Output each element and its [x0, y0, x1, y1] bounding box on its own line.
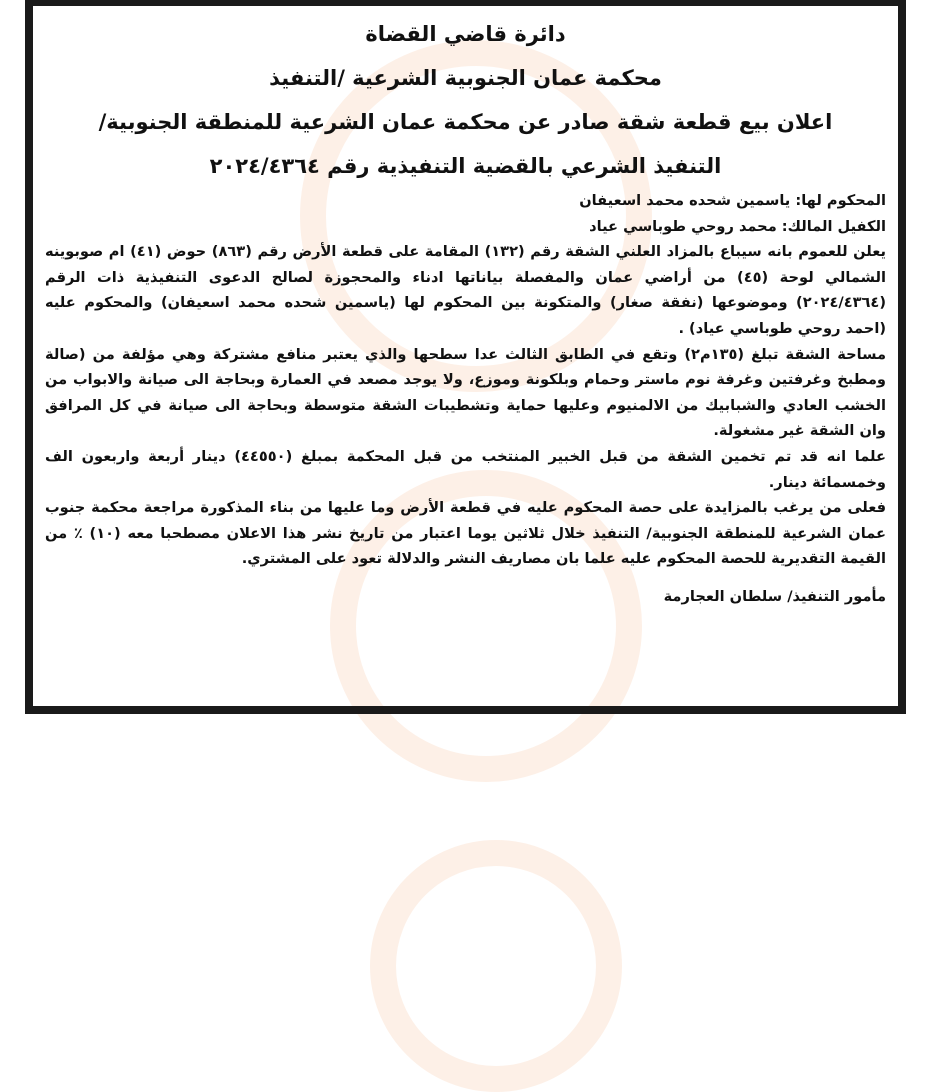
- paragraph-description: مساحة الشقة تبلغ (١٣٥م٢) وتقع في الطابق الثالث عدا سطحها والذي يعتبر منافع مشتركة وهي مؤلفة من (صالة ومطبخ وغرفتين وغرفة نوم ماستر وحمام وبلكونة وموزع، ولا يوجد مصعد في العمارة وبحاجة الى صيانة والابواب من الخشب العادي والشبابيك من الالمنيوم وعليها حماية وتشطيبات الشقة متوسطة وبحاجة الى صيانة في كل المرافق وان الشقة غير مشغولة.: [45, 345, 886, 440]
- court-title: محكمة عمان الجنوبية الشرعية /التنفيذ: [269, 66, 662, 90]
- judged-for: المحكوم لها: ياسمين شحده محمد اسعيفان: [579, 192, 886, 209]
- department-title: دائرة قاضي القضاة: [365, 22, 566, 46]
- paragraph-bidding: فعلى من يرغب بالمزايدة على حصة المحكوم عليه في قطعة الأرض وما عليها من بناء المذكورة مراجعة محكمة جنوب عمان الشرعية للمنطقة الجنوبية/ التنفيذ خلال ثلاثين يوما اعتبار من تاريخ نشر هذا الاعلان مصطحبا معه (١٠) ٪ من القيمة التقديرية للحصة المحكوم عليه علما بان مصاريف النشر والدلالة تعود على المشتري.: [45, 499, 886, 568]
- guarantor: الكفيل المالك: محمد روحي طوباسي عياد: [589, 217, 886, 235]
- notice-body: [33, 188, 898, 610]
- watermark-clock: [370, 840, 622, 1092]
- court-notice: [25, 0, 906, 714]
- paragraph-auction: يعلن للعموم بانه سيباع بالمزاد العلني الشقة رقم (١٣٢) المقامة على قطعة الأرض رقم (٨٦٣) حوض (٤١) ام صوبوينه الشمالي لوحة (٤٥) من أراضي عمان والمفصلة بياناتها ادناء والمحجوزة لصالح الدعوى التنفيذية ذات الرقم (٢٠٢٤/٤٣٦٤) وموضوعها (نفقة صغار) والمتكونة بين المحكوم لها (ياسمين شحده محمد اسعيفان) والمحكوم عليه (احمد روحي طوباسي عياد) .: [45, 243, 886, 337]
- notice-header: [33, 12, 898, 188]
- signature: مأمور التنفيذ/ سلطان العجارمة: [663, 587, 886, 605]
- case-title: التنفيذ الشرعي بالقضية التنفيذية رقم ٢٠٢٤/٤٣٦٤: [209, 154, 722, 178]
- paragraph-valuation: علما انه قد تم تخمين الشقة من قبل الخبير المنتخب من قبل المحكمة بمبلغ (٤٤٥٥٠) دينار أربعة واربعون الف وخمسمائة دينار.: [45, 447, 886, 491]
- notice-title: اعلان بيع قطعة شقة صادر عن محكمة عمان الشرعية للمنطقة الجنوبية/: [98, 110, 833, 134]
